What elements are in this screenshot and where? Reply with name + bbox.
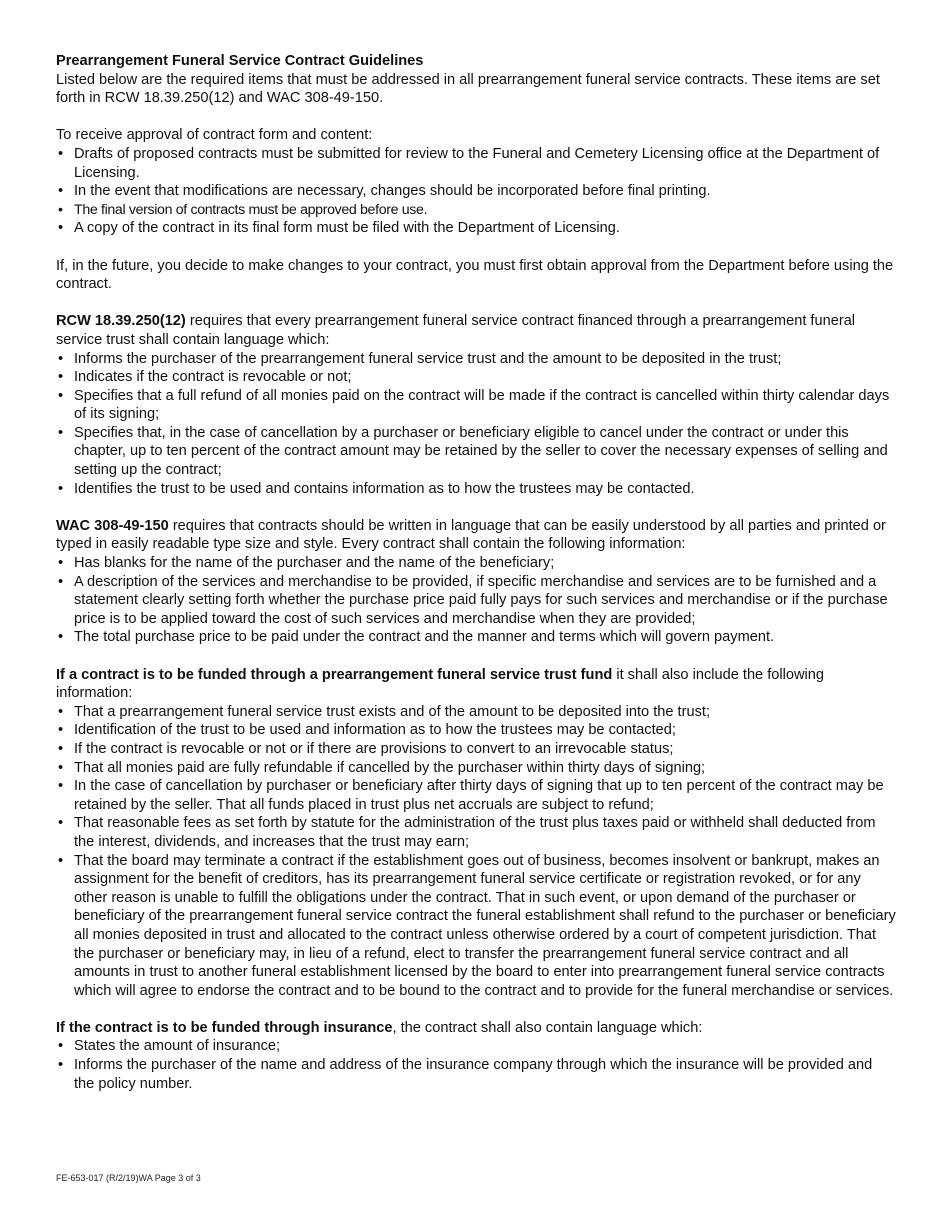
list-item: • In the case of cancellation by purchaser or beneficiary after thirty days of signing that up to ten percent of the contract may be retained by the seller. That all funds placed in trust plus net accruals are subject to refund; — [56, 777, 896, 814]
trust-fund-list — [56, 703, 896, 1001]
list-item: • If the contract is revocable or not or if there are provisions to convert to an irrevocable status; — [56, 740, 896, 759]
spacer — [56, 647, 896, 666]
rcw-heading: RCW 18.39.250(12) — [56, 313, 186, 330]
list-item: • A copy of the contract in its final form must be filed with the Department of Licensing. — [56, 219, 896, 238]
list-item: • Specifies that, in the case of cancellation by a purchaser or beneficiary eligible to cancel under the contract or under this chapter, up to ten percent of the contract amount may be retained by the seller to cover the necessary expenses of selling and setting up the contract; — [56, 424, 896, 480]
list-item: • Identification of the trust to be used and information as to how the trustees may be contacted; — [56, 721, 896, 740]
list-item: • The final version of contracts must be approved before use. — [56, 201, 896, 220]
spacer — [56, 294, 896, 313]
insurance-paragraph — [56, 1019, 896, 1038]
trust-fund-text: it shall also include the following information: — [56, 666, 825, 702]
wac-text: requires that contracts should be written in language that can be easily understood by all parties and printed or typed in easily readable type size and style. Every contract shall contain the following information: — [56, 517, 886, 553]
spacer — [56, 1000, 896, 1019]
list-item: • States the amount of insurance; — [56, 1037, 896, 1056]
list-item: • Informs the purchaser of the name and address of the insurance company through which the insurance will be provided and the policy number. — [56, 1056, 896, 1093]
rcw-paragraph — [56, 312, 896, 349]
insurance-text: , the contract shall also contain language which: — [392, 1019, 703, 1036]
insurance-list — [56, 1037, 896, 1093]
list-item: • That reasonable fees as set forth by statute for the administration of the trust plus taxes paid or withheld shall deducted from the interest, dividends, and increases that the trust may earn; — [56, 814, 896, 851]
future-changes-paragraph: If, in the future, you decide to make changes to your contract, you must first obtain approval from the Department before using the contract. — [56, 257, 894, 293]
insurance-heading: If the contract is to be funded through insurance — [56, 1019, 393, 1036]
trust-fund-heading: If a contract is to be funded through a prearrangement funeral service trust fund — [56, 666, 613, 683]
list-item: • In the event that modifications are necessary, changes should be incorporated before final printing. — [56, 182, 896, 201]
list-item: • Drafts of proposed contracts must be submitted for review to the Funeral and Cemetery Licensing office at the Department of Licensing. — [56, 145, 896, 182]
approval-lead: To receive approval of contract form and content: — [56, 127, 373, 144]
trust-fund-paragraph — [56, 666, 896, 703]
document-title: Prearrangement Funeral Service Contract Guidelines — [56, 53, 424, 69]
list-item: • That a prearrangement funeral service trust exists and of the amount to be deposited into the trust; — [56, 703, 896, 722]
spacer — [56, 108, 896, 127]
wac-heading: WAC 308-49-150 — [56, 517, 169, 534]
list-item: • Has blanks for the name of the purchaser and the name of the beneficiary; — [56, 554, 896, 573]
list-item: • That the board may terminate a contract if the establishment goes out of business, becomes insolvent or bankrupt, makes an assignment for the benefit of creditors, has its prearrangement funeral service certificate or registration revoked, or for any other reason is unable to fulfill the obligations under the contract. That in such event, or upon demand of the purchaser or beneficiary of the prearrangement funeral service contract the funeral establishment shall refund to the purchaser or beneficiary all monies deposited in trust and allocated to the contract unless otherwise ordered by a court of competent jurisdiction. That the purchaser or beneficiary may, in lieu of a refund, elect to transfer the prearrangement funeral service contract and all amounts in trust to another funeral establishment licensed by the board to enter into prearrangement funeral service contracts which will agree to endorse the contract and to be bound to the contract and to provide for the funeral merchandise or services. — [56, 852, 896, 1001]
intro-paragraph: Listed below are the required items that must be addressed in all prearrangement funeral service contracts. These items are set forth in RCW 18.39.250(12) and WAC 308-49-150. — [56, 71, 880, 107]
list-item: • Identifies the trust to be used and contains information as to how the trustees may be contacted. — [56, 480, 896, 499]
document-page — [56, 52, 896, 1093]
spacer — [56, 238, 896, 257]
rcw-list — [56, 350, 896, 499]
wac-paragraph — [56, 517, 896, 554]
wac-list — [56, 554, 896, 647]
rcw-text: requires that every prearrangement funeral service contract financed through a prearrangement funeral service trust shall contain language which: — [56, 313, 856, 348]
list-item: • A description of the services and merchandise to be provided, if specific merchandise and services are to be furnished and a statement clearly setting forth whether the purchase price paid fully pays for such services and merchandise or if the purchase price is to be applied toward the cost of such services and merchandise when they are provided; — [56, 573, 896, 629]
list-item: • The total purchase price to be paid under the contract and the manner and terms which will govern payment. — [56, 628, 896, 647]
spacer — [56, 498, 896, 517]
list-item: • Informs the purchaser of the prearrangement funeral service trust and the amount to be deposited in the trust; — [56, 350, 896, 369]
approval-list — [56, 145, 896, 238]
list-item: • Specifies that a full refund of all monies paid on the contract will be made if the contract is cancelled within thirty calendar days of its signing; — [56, 387, 896, 424]
list-item: • Indicates if the contract is revocable or not; — [56, 368, 896, 387]
list-item: • That all monies paid are fully refundable if cancelled by the purchaser within thirty days of signing; — [56, 759, 896, 778]
form-footer: FE-653-017 (R/2/19)WA Page 3 of 3 — [56, 1173, 201, 1183]
